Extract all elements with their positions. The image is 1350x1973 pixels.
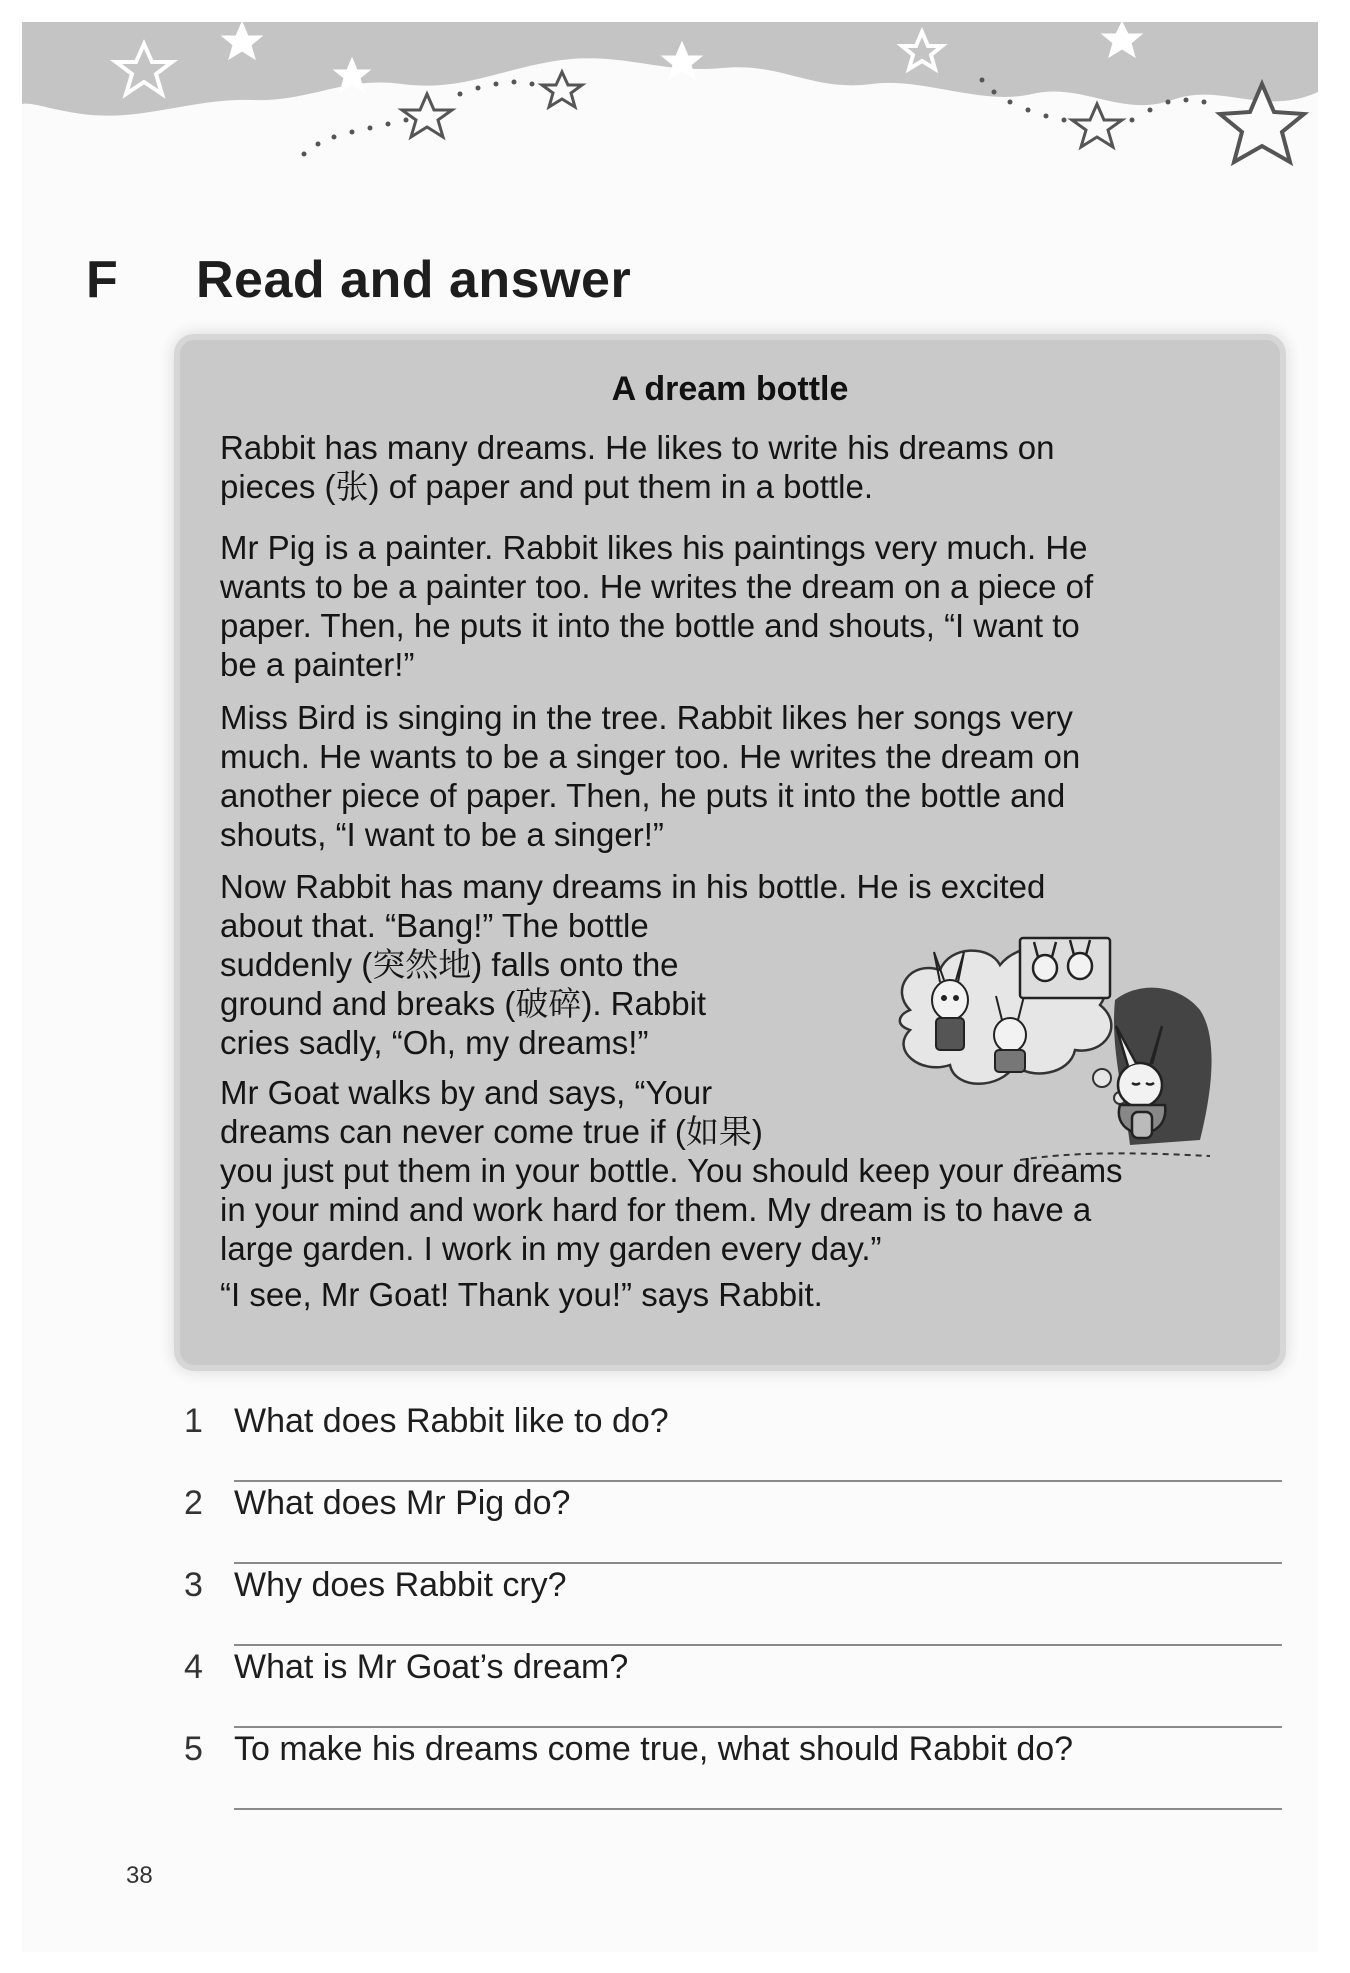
question-number: 4 [184,1648,203,1686]
question-number: 2 [184,1484,203,1522]
story-paragraph [220,528,1240,684]
question-text: What is Mr Goat’s dream? [234,1648,629,1686]
story-line: Now Rabbit has many dreams in his bottle. He is excited [220,868,1046,905]
answer-line[interactable] [234,1562,1282,1564]
question-number: 1 [184,1402,203,1440]
section-title: Read and answer [196,251,632,309]
story-line: “I see, Mr Goat! Thank you!” says Rabbit. [220,1276,823,1313]
story-line: shouts, “I want to be a singer!” [220,816,664,853]
story-line: wants to be a painter too. He writes the dream on a piece of [220,568,1094,605]
story-line: pieces (张) of paper and put them in a bottle. [220,468,874,505]
star-banner [22,22,1318,197]
star-icon [402,94,452,137]
story-line: large garden. I work in my garden every day.” [220,1230,882,1267]
story-paragraph [220,698,1240,854]
story-line: Mr Pig is a painter. Rabbit likes his paintings very much. He [220,529,1088,566]
story-title: A dream bottle [611,370,849,408]
story-line: be a painter!” [220,646,415,683]
page-number: 38 [126,1862,153,1889]
story-line: paper. Then, he puts it into the bottle and shouts, “I want to [220,607,1080,644]
story-paragraph [220,1275,1220,1314]
story-box [180,340,1280,1365]
question-text: What does Rabbit like to do? [234,1402,669,1440]
question-number: 3 [184,1566,203,1604]
story-line: ground and breaks (破碎). Rabbit [220,985,707,1022]
story-line: Rabbit has many dreams. He likes to write his dreams on [220,429,1055,466]
story-line: another piece of paper. Then, he puts it into the bottle and [220,777,1066,814]
story-line: cries sadly, “Oh, my dreams!” [220,1024,649,1061]
answer-line[interactable] [234,1480,1282,1482]
answer-line[interactable] [234,1644,1282,1646]
story-line: in your mind and work hard for them. My dream is to have a [220,1191,1092,1228]
section-letter: F [86,251,118,309]
question-number: 5 [184,1730,203,1768]
story-line: Mr Goat walks by and says, “Your [220,1074,713,1111]
question-text: What does Mr Pig do? [234,1484,571,1522]
star-icon [1072,104,1122,147]
story-line: much. He wants to be a singer too. He writes the dream on [220,738,1081,775]
story-line: Miss Bird is singing in the tree. Rabbit likes her songs very [220,699,1073,736]
story-line: suddenly (突然地) falls onto the [220,946,679,983]
story-paragraph [220,428,1220,506]
star-icon [542,72,582,107]
story-line: dreams can never come true if (如果) [220,1113,763,1150]
question-text: To make his dreams come true, what should Rabbit do? [234,1730,1074,1768]
answer-line[interactable] [234,1808,1282,1810]
story-line: about that. “Bang!” The bottle [220,907,649,944]
answer-line[interactable] [234,1726,1282,1728]
rabbit-dream-illustration [870,930,1220,1185]
story-line: you just put them in your bottle. You should keep your dreams [220,1152,1123,1189]
question-text: Why does Rabbit cry? [234,1566,567,1604]
